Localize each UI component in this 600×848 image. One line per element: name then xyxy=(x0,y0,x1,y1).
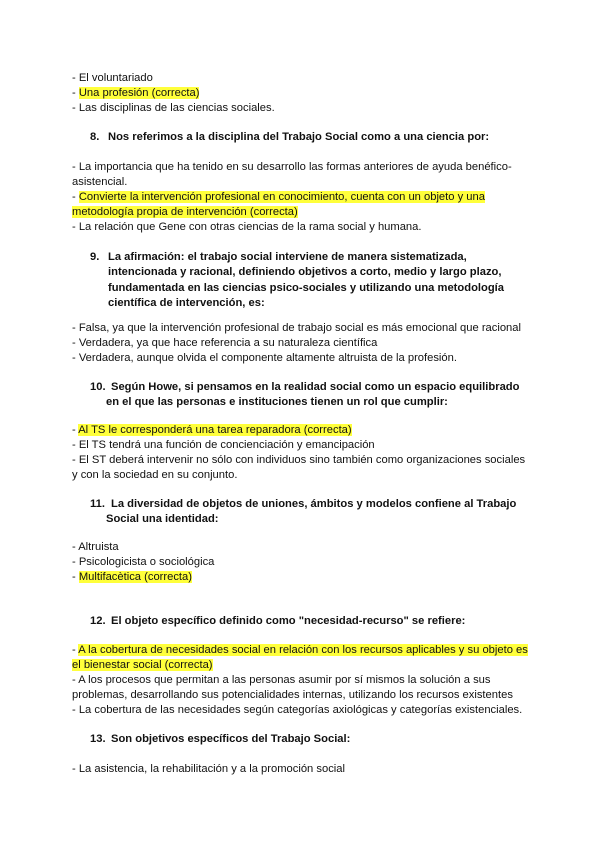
q12-option-a-correct xyxy=(72,643,528,658)
q12-option-b: - A los procesos que permitan a las personas asumir por sí mismos la solución a sus xyxy=(72,674,491,686)
highlight: metodología propia de intervención (correcta) xyxy=(72,206,298,218)
option-disciplinas: - Las disciplinas de las ciencias sociales. xyxy=(72,102,275,114)
question-13 xyxy=(90,732,530,747)
q8-option-c: - La relación que Gene con otras ciencias de la rama social y humana. xyxy=(72,221,422,233)
q10-option-a-correct xyxy=(72,423,352,438)
q8-option-b-cont xyxy=(72,205,298,220)
highlight: Convierte la intervención profesional en conocimiento, cuenta con un objeto y una xyxy=(78,191,485,203)
question-text-l2: Social una identidad: xyxy=(106,513,219,526)
option-prefix: - xyxy=(72,424,79,436)
question-text-l1: La diversidad de objetos de uniones, ámbitos y modelos confiene al Trabajo xyxy=(111,498,517,510)
q9-option-c: - Verdadera, aunque olvida el componente altamente altruista de la profesión. xyxy=(72,352,457,364)
question-number: 8. xyxy=(90,131,100,143)
q10-option-b: - El TS tendrá una función de concienciación y emancipación xyxy=(72,439,375,451)
question-text: El objeto específico definido como "necesidad-recurso" se refiere: xyxy=(111,615,466,627)
highlight: Al TS le corresponderá una tarea reparadora (correcta) xyxy=(78,424,352,436)
q8-option-a-cont: asistencial. xyxy=(72,176,128,188)
q12-option-a-cont xyxy=(72,658,213,673)
option-profesion-correct xyxy=(72,86,199,101)
option-prefix: - xyxy=(72,87,79,99)
q13-option-a: - La asistencia, la rehabilitación y a la promoción social xyxy=(72,763,345,775)
question-9 xyxy=(90,250,530,311)
question-text-l2: intencionada y racional, definiendo objetivos a corto, medio y largo plazo, xyxy=(108,266,502,279)
question-text-l4: científica de intervención, es: xyxy=(108,296,265,309)
q8-option-a: - La importancia que ha tenido en su desarrollo las formas anteriores de ayuda benéfico- xyxy=(72,161,512,173)
question-8 xyxy=(90,130,530,145)
q10-option-c-cont: y con la sociedad en su conjunto. xyxy=(72,469,238,481)
q9-option-b: - Verdadera, ya que hace referencia a su naturaleza científica xyxy=(72,337,378,349)
highlight: A la cobertura de necesidades social en relación con los recursos aplicables y su objeto es xyxy=(78,644,528,656)
highlight: el bienestar social (correcta) xyxy=(72,659,213,671)
question-text: Son objetivos específicos del Trabajo Social: xyxy=(111,733,351,745)
question-number: 10. xyxy=(90,381,106,393)
q10-option-c: - El ST deberá intervenir no sólo con individuos sino también como organizaciones sociales xyxy=(72,454,526,466)
question-number: 12. xyxy=(90,615,106,627)
q11-option-a: - Altruista xyxy=(72,541,119,553)
highlight: Una profesión (correcta) xyxy=(78,87,200,99)
question-text-l3: fundamentada en las ciencias psico-sociales y utilizando una metodología xyxy=(108,281,505,294)
question-number: 11. xyxy=(90,498,105,510)
option-prefix: - xyxy=(72,191,79,203)
question-text-l2: en el que las personas e instituciones tienen un rol que cumplir: xyxy=(106,396,448,409)
question-number: 9. xyxy=(90,251,100,263)
q12-option-c: - La cobertura de las necesidades según categorías axiológicas y categorías existenciales. xyxy=(72,704,523,716)
question-11 xyxy=(90,497,530,528)
highlight: Multifacètica (correcta) xyxy=(78,571,192,583)
q12-option-b-cont: problemas, desarrollando sus potencialidades internas, utilizando los recursos existentes xyxy=(72,689,513,701)
q11-option-b: - Psicologicista o sociológica xyxy=(72,556,215,568)
option-voluntariado: - El voluntariado xyxy=(72,72,153,84)
question-text: Nos referimos a la disciplina del Trabajo Social como a una ciencia por: xyxy=(108,131,490,143)
q9-option-a: - Falsa, ya que la intervención profesional de trabajo social es más emocional que racional xyxy=(72,322,521,334)
q11-option-c-correct xyxy=(72,570,192,585)
option-prefix: - xyxy=(72,571,79,583)
question-10 xyxy=(90,380,530,411)
q8-option-b-correct xyxy=(72,190,485,205)
option-prefix: - xyxy=(72,644,79,656)
question-text-l1: La afirmación: el trabajo social interviene de manera sistematizada, xyxy=(108,251,467,263)
question-number: 13. xyxy=(90,733,106,745)
question-text-l1: Según Howe, si pensamos en la realidad social como un espacio equilibrado xyxy=(111,381,520,393)
question-12 xyxy=(90,614,530,629)
